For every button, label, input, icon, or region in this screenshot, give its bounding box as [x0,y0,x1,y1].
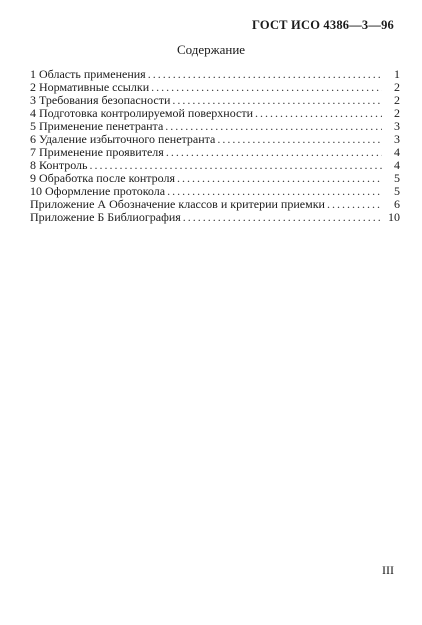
toc-item-page: 2 [394,106,400,120]
toc-item-label: 2 Нормативные ссылки [30,80,150,94]
table-of-contents [30,68,400,224]
toc-item-page: 3 [394,132,400,146]
toc-item-label: 10 Оформление протокола [30,184,166,198]
toc-item-page: 5 [394,184,400,198]
toc-item-label: 8 Контроль [30,158,88,172]
dot-leader [217,133,382,146]
dot-leader [151,81,382,94]
toc-item-label: 3 Требования безопасности [30,93,171,107]
document-code: ГОСТ ИСО 4386—3—96 [252,18,394,32]
toc-item-page: 2 [394,93,400,107]
dot-leader [177,172,382,185]
toc-item-label: 9 Обработка после контроля [30,171,176,185]
toc-item-page: 10 [388,210,400,224]
dot-leader [148,68,382,81]
dot-leader [327,198,382,211]
toc-item-page: 2 [394,80,400,94]
toc-item-page: 1 [394,67,400,81]
toc-item-page: 6 [394,197,400,211]
toc-item-label: 6 Удаление избыточного пенетранта [30,132,216,146]
page-number: III [382,563,394,577]
toc-item-label: Приложение А Обозначение классов и критерии приемки [30,197,325,211]
toc-item-label: 7 Применение проявителя [30,145,164,159]
dot-leader [166,146,382,159]
toc-item-page: 3 [394,119,400,133]
toc-item-label: 4 Подготовка контролируемой поверхности [30,106,253,120]
toc-item-label: Приложение Б Библиография [30,210,181,224]
toc-item-label: 5 Применение пенетранта [30,119,164,133]
toc-item-page: 5 [394,171,400,185]
toc-item-page: 4 [394,145,400,159]
dot-leader [255,107,382,120]
toc-item-page: 4 [394,158,400,172]
toc-item-label: 1 Область применения [30,67,146,81]
toc-title: Содержание [176,42,246,57]
toc-item-annex-b[interactable] [30,211,400,224]
dot-leader [183,211,382,224]
